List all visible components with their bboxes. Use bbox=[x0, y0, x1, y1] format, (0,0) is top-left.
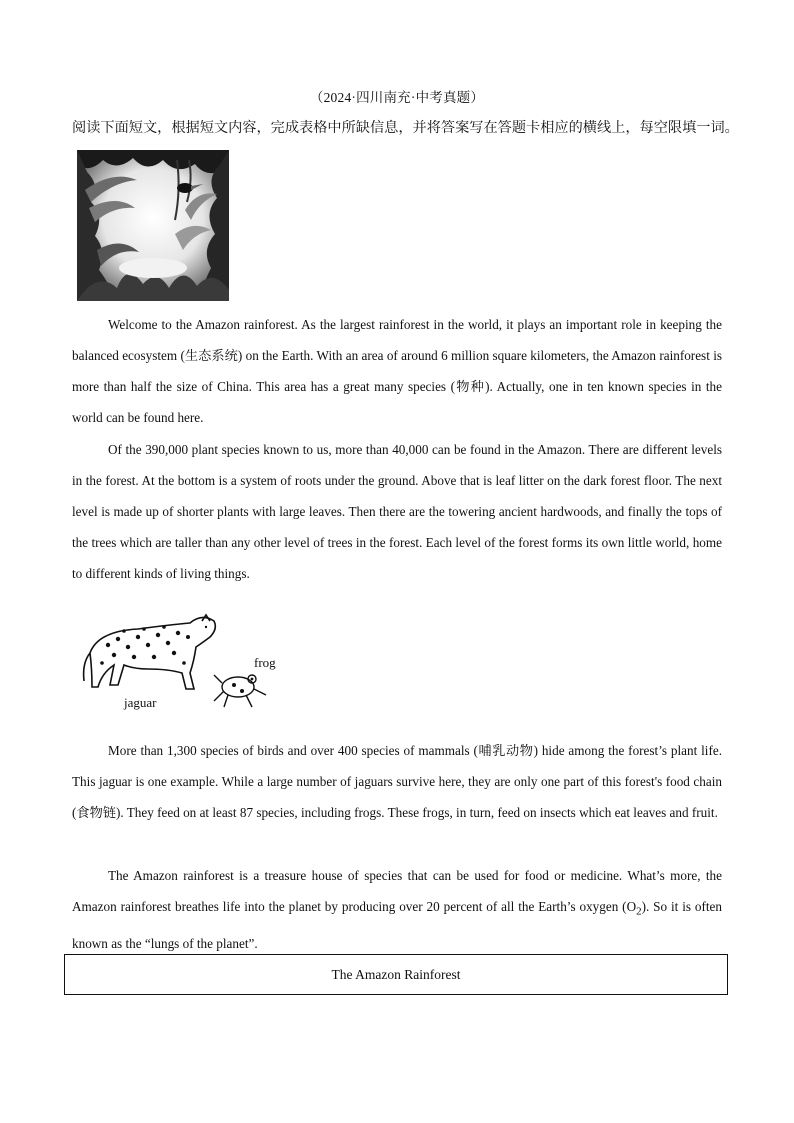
question-source: （2024·四川南充·中考真题） bbox=[309, 90, 485, 105]
oxygen-subscript: 2 bbox=[636, 905, 642, 918]
paragraph-2: Of the 390,000 plant species known to us, more than 40,000 can be found in the Amazon. There are different levels in the forest. At the bottom is a system of roots under the ground. Above that is leaf litter on the dark forest floor. The next level is made up of shorter plants with large leaves. Then there are the towering ancient hardwoods, and finally the tops of the trees which are taller than any other level of trees in the forest. Each level of the forest forms its own little world, home to different kinds of living things. bbox=[72, 442, 722, 581]
paragraph-1: Welcome to the Amazon rainforest. As the largest rainforest in the world, it plays an important role in keeping the balanced ecosystem (生态系统) on the Earth. With an area of around 6 million square kilometers, the Amazon rainforest is more than half the size of China. This area has a great many species (物种). Actually, one in ten known species in the world can be found here. bbox=[72, 317, 722, 425]
paragraph-3: More than 1,300 species of birds and over 400 species of mammals (哺乳动物) hide among the forest’s plant life. This jaguar is one example. While a large number of jaguars survive here, they are only one part of this forest's food chain (食物链). They feed on at least 87 species, including frogs. These frogs, in turn, feed on insects which eat leaves and fruit. bbox=[72, 743, 722, 820]
paragraph-4 bbox=[72, 860, 722, 959]
summary-table bbox=[64, 954, 728, 995]
jaguar-frog-image bbox=[78, 603, 284, 715]
table-title: The Amazon Rainforest bbox=[331, 966, 461, 982]
paragraph-4-end: ). So it is often known as the “lungs of the planet”. bbox=[72, 899, 722, 951]
paragraph-4-text: The Amazon rainforest is a treasure house of species that can be used for food or medicine. What’s more, the Amazon rainforest breathes life into the planet by producing over 20 percent of all the Earth’s oxygen (O bbox=[72, 868, 722, 914]
frog-label: frog bbox=[254, 655, 276, 670]
jaguar-drawing bbox=[84, 615, 216, 689]
jaguar-label: jaguar bbox=[124, 695, 157, 710]
instructions: 阅读下面短文，根据短文内容，完成表格中所缺信息，并将答案写在答题卡相应的横线上，每空限填一词。 bbox=[72, 120, 739, 136]
rainforest-image bbox=[77, 150, 229, 301]
